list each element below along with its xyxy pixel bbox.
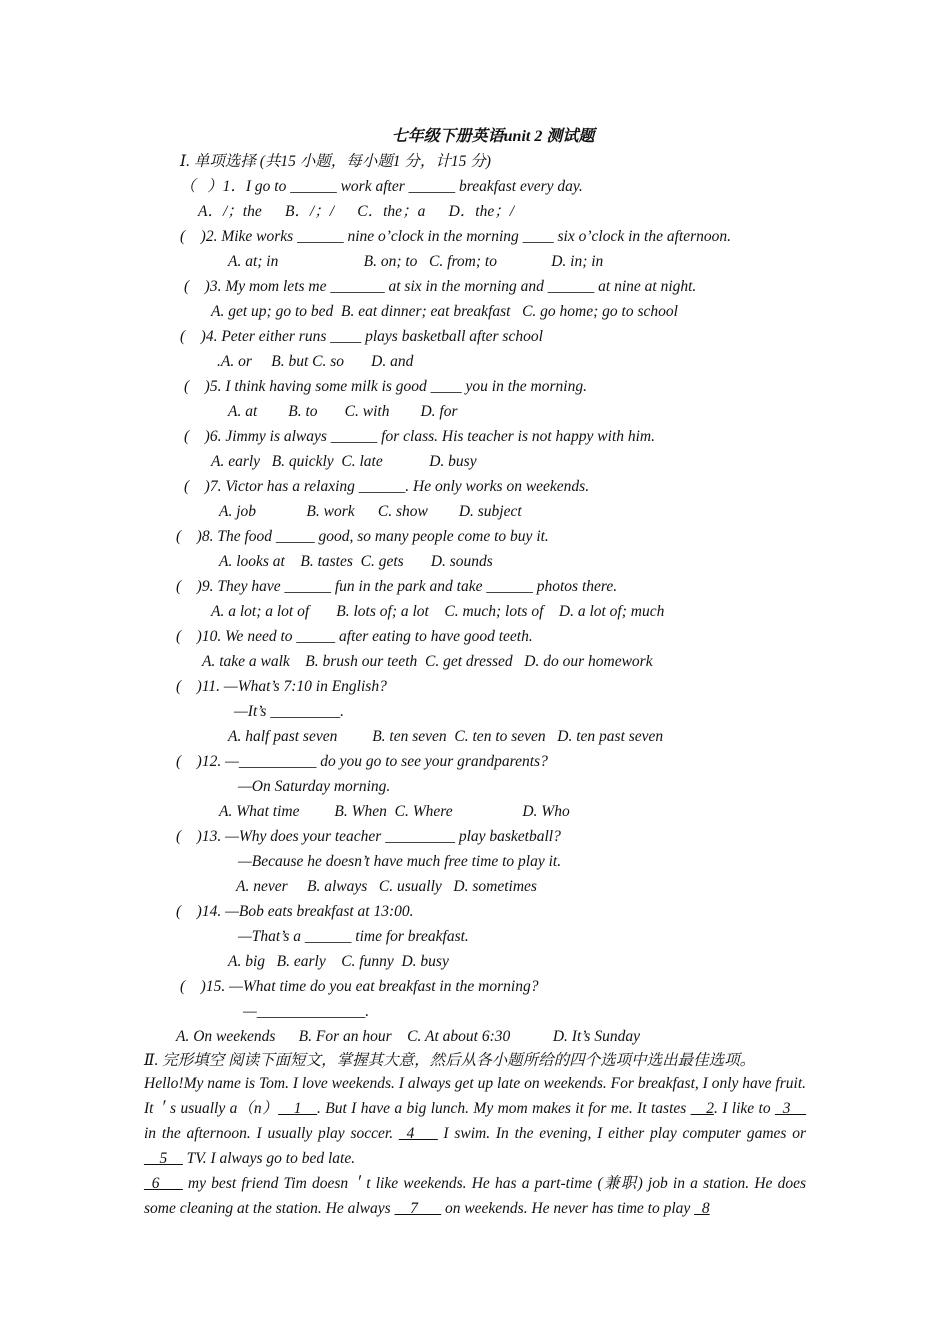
answer-line: —Because he doesn’t have much free time to play it. [238,853,562,870]
option-line: A. What time B. When C. Where D. Who [219,803,570,820]
question-line: ( )2. Mike works ______ nine o’clock in the morning ____ six o’clock in the afternoon. [180,228,731,245]
question-line: ( )5. I think having some milk is good ____ you in the morning. [184,378,587,395]
cloze-text: on weekends. He never has time to play [441,1200,695,1217]
question-line: ( )13. —Why does your teacher _________ play basketball? [176,828,561,845]
cloze-paragraph-2 [144,1171,806,1221]
option-line: A. early B. quickly C. late D. busy [211,453,477,470]
section-heading: Ⅱ. 完形填空 阅读下面短文，掌握其大意，然后从各小题所给的四个选项中选出最佳选项。 [144,1052,756,1069]
option-line: A. On weekends B. For an hour C. At about 6:30 D. It’s Sunday [176,1028,640,1045]
page-title: 七年级下册英语unit 2 测试题 [391,128,595,145]
option-line: A. at B. to C. with D. for [228,403,458,420]
option-line: A．/；the B．/；/ C．the；a D．the；/ [198,203,515,220]
cloze-blank-6: _6___ [144,1175,183,1192]
option-line: A. at; in B. on; to C. from; to D. in; in [228,253,604,270]
option-line: A. half past seven B. ten seven C. ten to seven D. ten past seven [228,728,664,745]
answer-line: —It’s _________. [234,703,344,720]
cloze-text: TV. I always go to bed late. [182,1150,356,1167]
option-line: .A. or B. but C. so D. and [217,353,414,370]
cloze-text: . But I have a big lunch. My mom makes it for me. It tastes [316,1100,691,1117]
cloze-text: my best friend Tim doesn＇t like weekends. He has a part-time (兼职) job in a station. He does some cleaning at the station. He always [144,1175,806,1217]
option-line: A. job B. work C. show D. subject [219,503,522,520]
question-line: ( )6. Jimmy is always ______ for class. His teacher is not happy with him. [184,428,655,445]
option-line: A. get up; go to bed B. eat dinner; eat breakfast C. go home; go to school [211,303,678,320]
answer-line: —On Saturday morning. [238,778,391,795]
cloze-paragraph-1 [144,1071,806,1171]
answer-line: —That’s a ______ time for breakfast. [238,928,469,945]
cloze-blank-7: __7___ [394,1200,442,1217]
cloze-text: I swim. In the evening, I either play computer games or [437,1125,807,1142]
option-line: A. never B. always C. usually D. sometimes [236,878,537,895]
question-line: ( )10. We need to _____ after eating to have good teeth. [176,628,533,645]
question-line: ( )15. —What time do you eat breakfast in the morning? [180,978,539,995]
cloze-blank-8: _8 [694,1200,710,1217]
option-line: A. looks at B. tastes C. gets D. sounds [219,553,493,570]
option-line: A. big B. early C. funny D. busy [228,953,449,970]
section-heading: Ⅰ. 单项选择 (共15 小题，每小题1 分，计15 分) [180,153,491,170]
cloze-blank-3: _3__ [775,1100,806,1117]
cloze-text: . I like to [713,1100,775,1117]
question-line: ( )14. —Bob eats breakfast at 13:00. [176,903,414,920]
question-line: ( )11. —What’s 7:10 in English? [176,678,387,695]
cloze-blank-2: __2 [690,1100,714,1117]
cloze-blank-4: _4___ [398,1125,438,1142]
question-line: ( )7. Victor has a relaxing ______. He only works on weekends. [184,478,590,495]
question-line: ( )3. My mom lets me _______ at six in the morning and ______ at nine at night. [184,278,697,295]
cloze-blank-5: __5__ [144,1150,183,1167]
cloze-text: in the afternoon. I usually play soccer. [144,1125,399,1142]
cloze-text: Hello!My name is Tom. I love weekends. I always get up late on weekends. For breakfast, I only have fruit. It＇s usually a（n） [144,1075,806,1117]
question-line: ( )4. Peter either runs ____ plays basketball after school [180,328,543,345]
answer-line: —______________. [243,1003,370,1020]
question-line: ( )8. The food _____ good, so many people come to buy it. [176,528,549,545]
question-line: ( )12. —__________ do you go to see your grandparents? [176,753,548,770]
option-line: A. take a walk B. brush our teeth C. get dressed D. do our homework [202,653,653,670]
question-line: ( )9. They have ______ fun in the park and take ______ photos there. [176,578,618,595]
option-line: A. a lot; a lot of B. lots of; a lot C. much; lots of D. a lot of; much [211,603,665,620]
question-line: （ ）1．I go to ______ work after ______ breakfast every day. [180,178,583,195]
cloze-blank-1: __1__ [278,1100,317,1117]
